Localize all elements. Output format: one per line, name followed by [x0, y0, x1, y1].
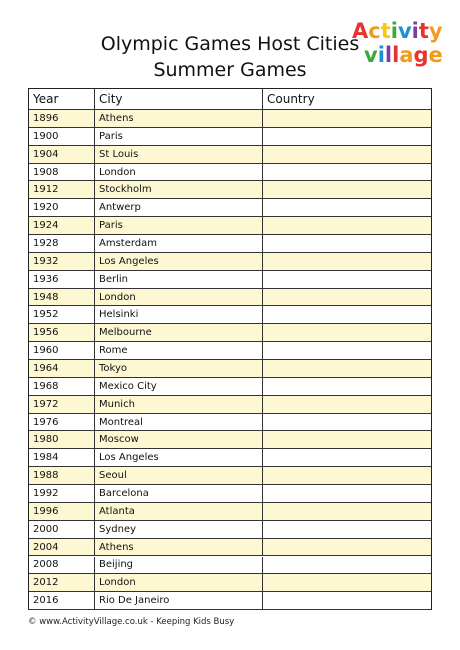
city-cell: Melbourne	[95, 324, 263, 341]
year-cell: 1908	[29, 164, 95, 181]
column-header-country: Country	[267, 92, 315, 106]
city-cell: Munich	[95, 396, 263, 413]
country-answer-cell[interactable]	[263, 467, 431, 484]
country-answer-cell[interactable]	[263, 503, 431, 520]
city-cell: Antwerp	[95, 199, 263, 216]
table-row	[29, 574, 431, 592]
country-answer-cell[interactable]	[263, 324, 431, 341]
country-answer-cell[interactable]	[263, 521, 431, 538]
city-cell: Paris	[95, 217, 263, 234]
country-answer-cell[interactable]	[263, 181, 431, 198]
year-cell: 1980	[29, 431, 95, 448]
svg-text:village: village	[364, 43, 443, 67]
year-cell: 1964	[29, 360, 95, 377]
city-cell: Stockholm	[95, 181, 263, 198]
city-cell: London	[95, 289, 263, 306]
table-row	[29, 431, 431, 449]
city-cell: London	[95, 574, 263, 591]
year-cell: 1968	[29, 378, 95, 395]
city-cell: St Louis	[95, 146, 263, 163]
country-answer-cell[interactable]	[263, 253, 431, 270]
year-cell: 1992	[29, 485, 95, 502]
olympic-host-table	[28, 88, 432, 610]
table-row	[29, 306, 431, 324]
table-row	[29, 414, 431, 432]
table-row	[29, 485, 431, 503]
year-cell: 1932	[29, 253, 95, 270]
table-row	[29, 324, 431, 342]
page-subtitle: Summer Games	[153, 59, 307, 81]
country-answer-cell[interactable]	[263, 110, 431, 127]
country-answer-cell[interactable]	[263, 306, 431, 323]
year-cell: 1904	[29, 146, 95, 163]
country-answer-cell[interactable]	[263, 485, 431, 502]
country-answer-cell[interactable]	[263, 235, 431, 252]
activity-village-logo	[350, 14, 450, 70]
country-answer-cell[interactable]	[263, 431, 431, 448]
table-row	[29, 360, 431, 378]
year-cell: 1912	[29, 181, 95, 198]
city-cell: Beijing	[95, 557, 263, 574]
svg-text:Activity: Activity	[352, 19, 443, 43]
country-answer-cell[interactable]	[263, 557, 431, 574]
table-row	[29, 235, 431, 253]
country-answer-cell[interactable]	[263, 414, 431, 431]
table-row	[29, 342, 431, 360]
year-cell: 1956	[29, 324, 95, 341]
table-row	[29, 128, 431, 146]
country-answer-cell[interactable]	[263, 164, 431, 181]
table-row	[29, 539, 431, 557]
year-cell: 2008	[29, 557, 95, 574]
column-header-city: City	[95, 89, 263, 109]
city-cell: London	[95, 164, 263, 181]
country-answer-cell[interactable]	[263, 342, 431, 359]
year-cell: 2000	[29, 521, 95, 538]
table-row	[29, 181, 431, 199]
table-header-row	[29, 89, 431, 110]
city-cell: Athens	[95, 539, 263, 556]
table-row	[29, 253, 431, 271]
city-cell: Los Angeles	[95, 449, 263, 466]
year-cell: 1936	[29, 271, 95, 288]
city-cell: Berlin	[95, 271, 263, 288]
year-cell: 1896	[29, 110, 95, 127]
city-cell: Amsterdam	[95, 235, 263, 252]
table-row	[29, 592, 431, 610]
city-cell: Sydney	[95, 521, 263, 538]
country-answer-cell[interactable]	[263, 574, 431, 591]
city-cell: Montreal	[95, 414, 263, 431]
year-cell: 1948	[29, 289, 95, 306]
city-cell: Paris	[95, 128, 263, 145]
year-cell: 1960	[29, 342, 95, 359]
country-answer-cell[interactable]	[263, 146, 431, 163]
year-cell: 1972	[29, 396, 95, 413]
city-cell: Barcelona	[95, 485, 263, 502]
city-cell: Moscow	[95, 431, 263, 448]
year-cell: 1984	[29, 449, 95, 466]
country-answer-cell[interactable]	[263, 360, 431, 377]
year-cell: 1976	[29, 414, 95, 431]
country-answer-cell[interactable]	[263, 199, 431, 216]
table-row	[29, 557, 431, 575]
table-row	[29, 110, 431, 128]
table-row	[29, 449, 431, 467]
country-answer-cell[interactable]	[263, 217, 431, 234]
year-cell: 1900	[29, 128, 95, 145]
year-cell: 1920	[29, 199, 95, 216]
table-row	[29, 289, 431, 307]
page-title: Olympic Games Host Cities	[100, 33, 360, 55]
column-header-year: Year	[29, 89, 95, 109]
year-cell: 1988	[29, 467, 95, 484]
table-row	[29, 521, 431, 539]
table-row	[29, 164, 431, 182]
city-cell: Los Angeles	[95, 253, 263, 270]
country-answer-cell[interactable]	[263, 396, 431, 413]
city-cell: Atlanta	[95, 503, 263, 520]
country-answer-cell[interactable]	[263, 271, 431, 288]
city-cell: Tokyo	[95, 360, 263, 377]
year-cell: 1928	[29, 235, 95, 252]
city-cell: Seoul	[95, 467, 263, 484]
table-row	[29, 217, 431, 235]
country-answer-cell[interactable]	[263, 378, 431, 395]
table-row	[29, 146, 431, 164]
table-row	[29, 467, 431, 485]
city-cell: Athens	[95, 110, 263, 127]
table-row	[29, 378, 431, 396]
year-cell: 2004	[29, 539, 95, 556]
table-row	[29, 199, 431, 217]
year-cell: 2012	[29, 574, 95, 591]
city-cell: Rio De Janeiro	[95, 592, 263, 609]
year-cell: 1924	[29, 217, 95, 234]
year-cell: 2016	[29, 592, 95, 609]
year-cell: 1952	[29, 306, 95, 323]
country-answer-cell[interactable]	[263, 449, 431, 466]
country-answer-cell[interactable]	[263, 128, 431, 145]
city-cell: Rome	[95, 342, 263, 359]
table-row	[29, 271, 431, 289]
country-answer-cell[interactable]	[263, 289, 431, 306]
table-row	[29, 396, 431, 414]
city-cell: Mexico City	[95, 378, 263, 395]
country-answer-cell[interactable]	[263, 539, 431, 556]
country-answer-cell[interactable]	[263, 592, 431, 609]
table-row	[29, 503, 431, 521]
copyright-footer: © www.ActivityVillage.co.uk - Keeping Kids Busy	[28, 617, 235, 627]
city-cell: Helsinki	[95, 306, 263, 323]
year-cell: 1996	[29, 503, 95, 520]
